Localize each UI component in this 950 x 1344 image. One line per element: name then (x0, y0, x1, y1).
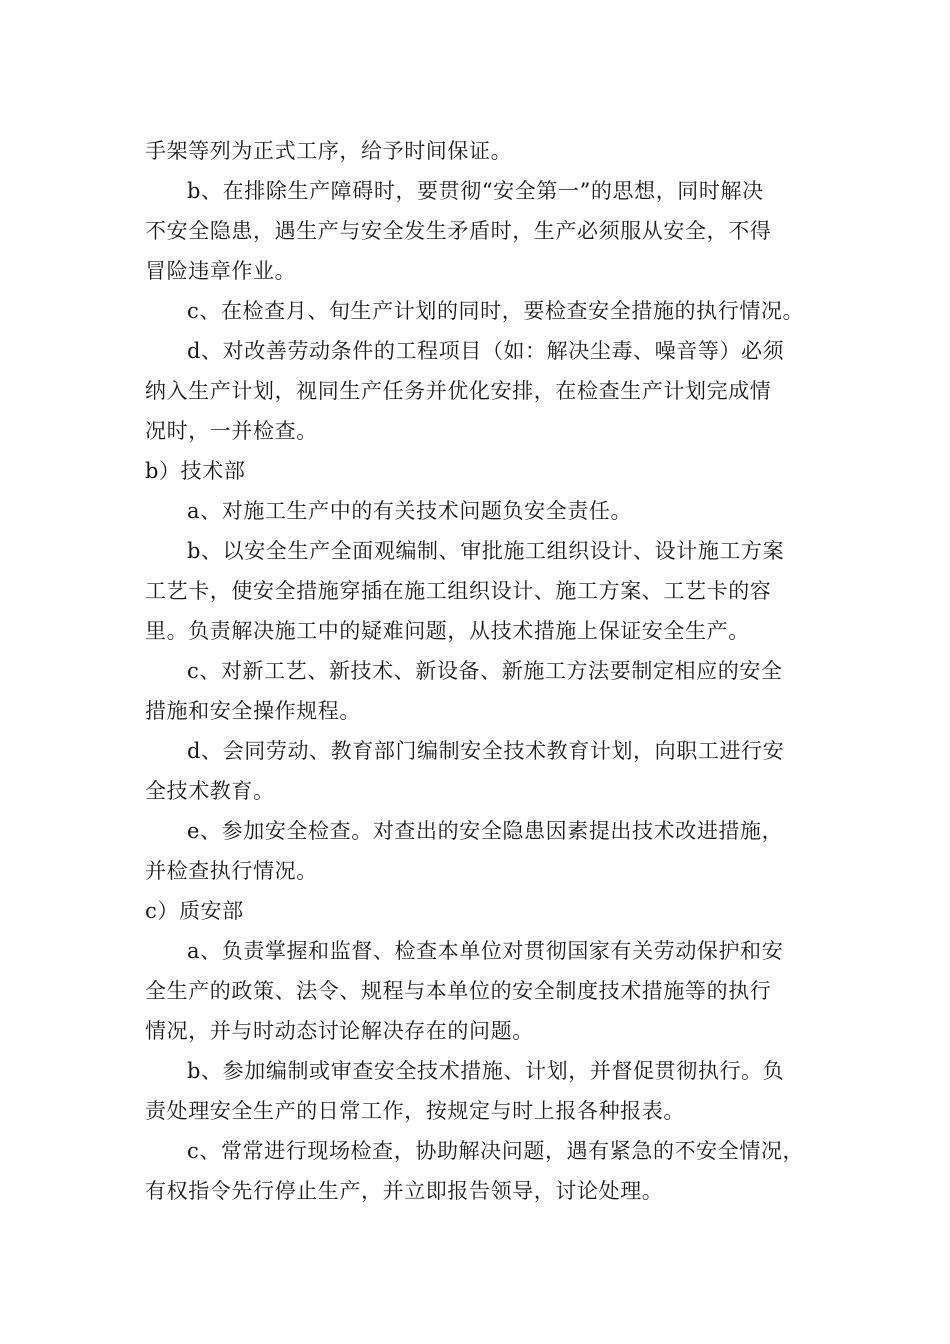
text-line: c、对新工艺、新技术、新设备、新施工方法要制定相应的安全 (187, 659, 783, 683)
text-line: 并检查执行情况。 (145, 859, 318, 883)
text-line: b、在排除生产障碍时，要贯彻“安全第一”的思想，同时解决 (187, 179, 764, 203)
text-line: 况时，一并检查。 (145, 419, 318, 443)
document-page (145, 131, 825, 1211)
text-line: 情况，并与时动态讨论解决存在的问题。 (145, 1019, 534, 1043)
text-line: 工艺卡，使安全措施穿插在施工组织设计、施工方案、工艺卡的容 (145, 579, 772, 603)
text-line: c、常常进行现场检查，协助解决问题，遇有紧急的不安全情况， (187, 1139, 805, 1163)
section-heading: b）技术部 (145, 459, 246, 483)
text-line: d、对改善劳动条件的工程项目（如：解决尘毒、噪音等）必须 (187, 339, 785, 363)
text-line: e、参加安全检查。对查出的安全隐患因素提出技术改进措施， (187, 819, 784, 843)
text-line: c、在检查月、旬生产计划的同时，要检查安全措施的执行情况。 (187, 299, 805, 323)
text-line: 全技术教育。 (145, 779, 275, 803)
text-line: 措施和安全操作规程。 (145, 699, 361, 723)
text-line: 冒险违章作业。 (145, 259, 297, 283)
text-line: b、以安全生产全面观编制、审批施工组织设计、设计施工方案 (187, 539, 785, 563)
text-line: a、负责掌握和监督、检查本单位对贯彻国家有关劳动保护和安 (187, 939, 784, 963)
text-line: 全生产的政策、法令、规程与本单位的安全制度技术措施等的执行 (145, 979, 772, 1003)
text-line: a、对施工生产中的有关技术问题负安全责任。 (187, 499, 633, 523)
text-line: 责处理安全生产的日常工作，按规定与时上报各种报表。 (145, 1099, 685, 1123)
text-line: b、参加编制或审查安全技术措施、计划，并督促贯彻执行。负 (187, 1059, 785, 1083)
text-line: 纳入生产计划，视同生产任务并优化安排，在检查生产计划完成情 (145, 379, 772, 403)
text-line: 不安全隐患，遇生产与安全发生矛盾时，生产必须服从安全，不得 (145, 219, 772, 243)
text-line: 有权指令先行停止生产，并立即报告领导，讨论处理。 (145, 1179, 664, 1203)
text-line: 手架等列为正式工序，给予时间保证。 (145, 139, 513, 163)
text-line: 里。负责解决施工中的疑难问题，从技术措施上保证安全生产。 (145, 619, 750, 643)
text-line: d、会同劳动、教育部门编制安全技术教育计划，向职工进行安 (187, 739, 785, 763)
section-heading: c）质安部 (145, 899, 244, 923)
